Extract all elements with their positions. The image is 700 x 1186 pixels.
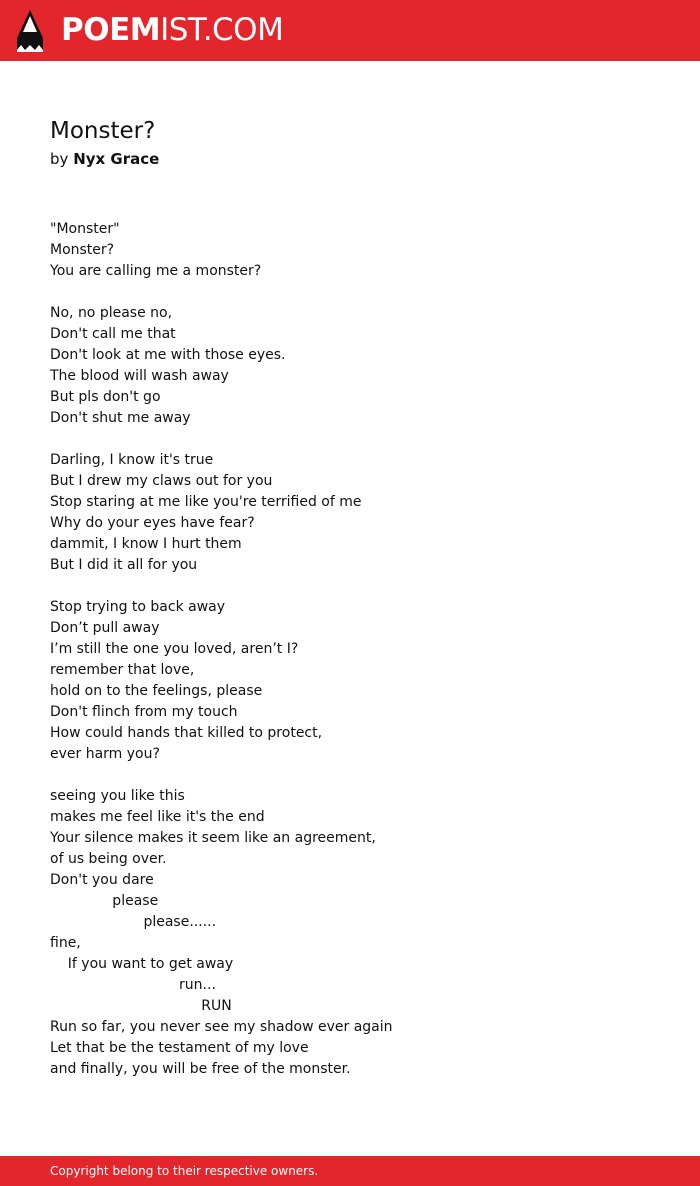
brand-light: IST.COM	[160, 12, 284, 48]
poem-title: Monster?	[50, 118, 156, 144]
pencil-icon[interactable]	[17, 10, 43, 52]
author-name: Nyx Grace	[73, 150, 160, 168]
brand-bold: POEM	[61, 12, 161, 48]
copyright-text: Copyright belong to their respective owners.	[50, 1164, 319, 1178]
by-prefix: by	[50, 150, 69, 168]
site-footer	[0, 1156, 700, 1186]
site-header	[0, 0, 700, 61]
site-logo-text[interactable]	[61, 11, 283, 49]
poem-body: "Monster" Monster? You are calling me a monster? No, no please no, Don't call me that Don't look at me with those eyes. The blood will wash away But pls don't go Don't shut me away Darling, I know it's true But I drew my claws out for you Stop staring at me like you're terrified of me Why do your eyes have fear? dammit, I know I hurt them But I did it all for you Stop trying to back away Don’t pull away I’m still the one you loved, aren’t I? remember that love, hold on to the feelings, please Don't flinch from my touch How could hands that killed to protect, ever harm you? seeing you like this makes me feel like it's the end Your silence makes it seem like an agreement, of us being over. Don't you dare please please...... fine, If you want to get away run... RUN Run so far, you never see my shadow ever again Let that be the testament of my love and finally, you will be free of the monster.	[50, 221, 393, 1077]
byline	[50, 148, 159, 170]
